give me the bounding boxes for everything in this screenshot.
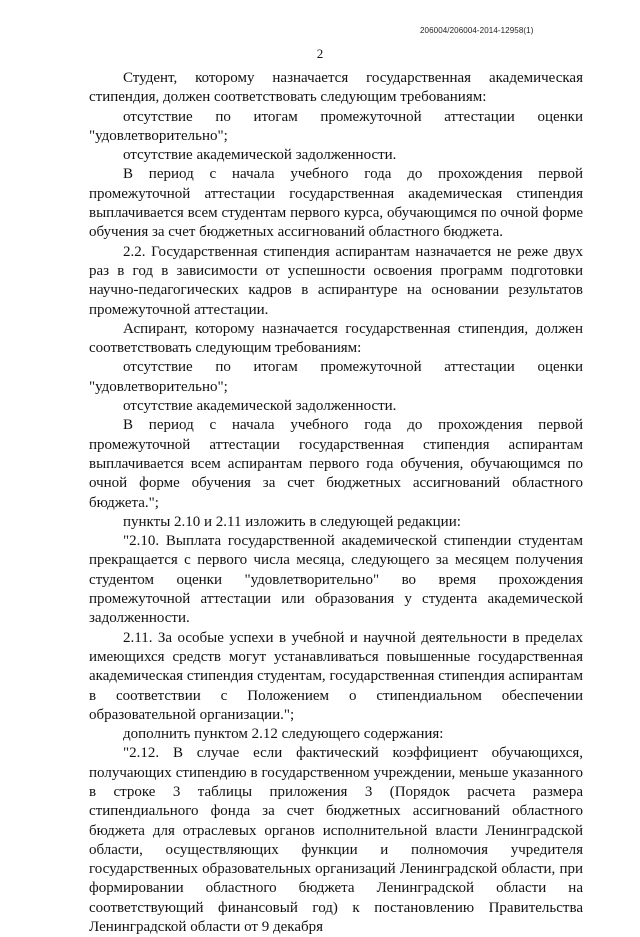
paragraph: В период с начала учебного года до прохождения первой промежуточной аттестации государственная академическая стипендия выплачивается всем студентам первого курса, обучающимся по очной форме обучения за счет бюджетных ассигнований областного бюджета. [89, 166, 583, 241]
document-id: 206004/206004-2014-12958(1) [420, 26, 534, 35]
paragraph: Студент, которому назначается государственная академическая стипендия, должен соответствовать следующим требованиям: [89, 70, 583, 106]
paragraph: пункты 2.10 и 2.11 изложить в следующей редакции: [123, 513, 461, 530]
paragraph: В период с начала учебного года до прохождения первой промежуточной аттестации государственная стипендия аспирантам выплачивается всем аспирантам первого года обучения, обучающимся по очной форме обучения за счет бюджетных ассигнований областного бюджета."; [89, 417, 583, 511]
paragraph: 2.11. За особые успехи в учебной и научной деятельности в пределах имеющихся средств могут устанавливаться повышенные государственная академическая стипендия студентам, государственная стипендия аспирантам в соответствии с Положением о стипендиальном обеспечении образовательной организации."; [89, 629, 583, 723]
paragraph: 2.2. Государственная стипендия аспирантам назначается не реже двух раз в год в зависимости от успешности освоения программ подготовки научно-педагогических кадров в аспирантуре на основании результатов промежуточной аттестации. [89, 243, 583, 318]
paragraph: отсутствие по итогам промежуточной аттестации оценки "удовлетворительно"; [89, 108, 583, 144]
paragraph: "2.12. В случае если фактический коэффициент обучающихся, получающих стипендию в государственном учреждении, меньше указанного в строке 3 таблицы приложения 3 (Порядок расчета размера стипендиального фонда за счет бюджетных ассигнований областного бюджета для отраслевых органов исполнительной власти Ленинградской области, осуществляющих функции и полномочия учредителя государственных образовательных организаций Ленинградской области, при формировании областного бюджета Ленинградской области на соответствующий финансовый год) к постановлению Правительства Ленинградской области от 9 декабря [89, 745, 583, 936]
paragraph: дополнить пунктом 2.12 следующего содержания: [123, 726, 444, 743]
paragraph: Аспирант, которому назначается государственная стипендия, должен соответствовать следующим требованиям: [89, 320, 583, 357]
paragraph: отсутствие академической задолженности. [123, 147, 397, 164]
document-body [89, 69, 583, 937]
page-number: 2 [316, 46, 324, 61]
paragraph: отсутствие по итогам промежуточной аттестации оценки "удовлетворительно"; [89, 359, 583, 395]
paragraph: "2.10. Выплата государственной академической стипендии студентам прекращается с первого числа месяца, следующего за месяцем получения студентом оценки "удовлетворительно" во время прохождения промежуточной аттестации или образования у студента академической задолженности. [89, 533, 583, 627]
paragraph: отсутствие академической задолженности. [123, 398, 397, 415]
